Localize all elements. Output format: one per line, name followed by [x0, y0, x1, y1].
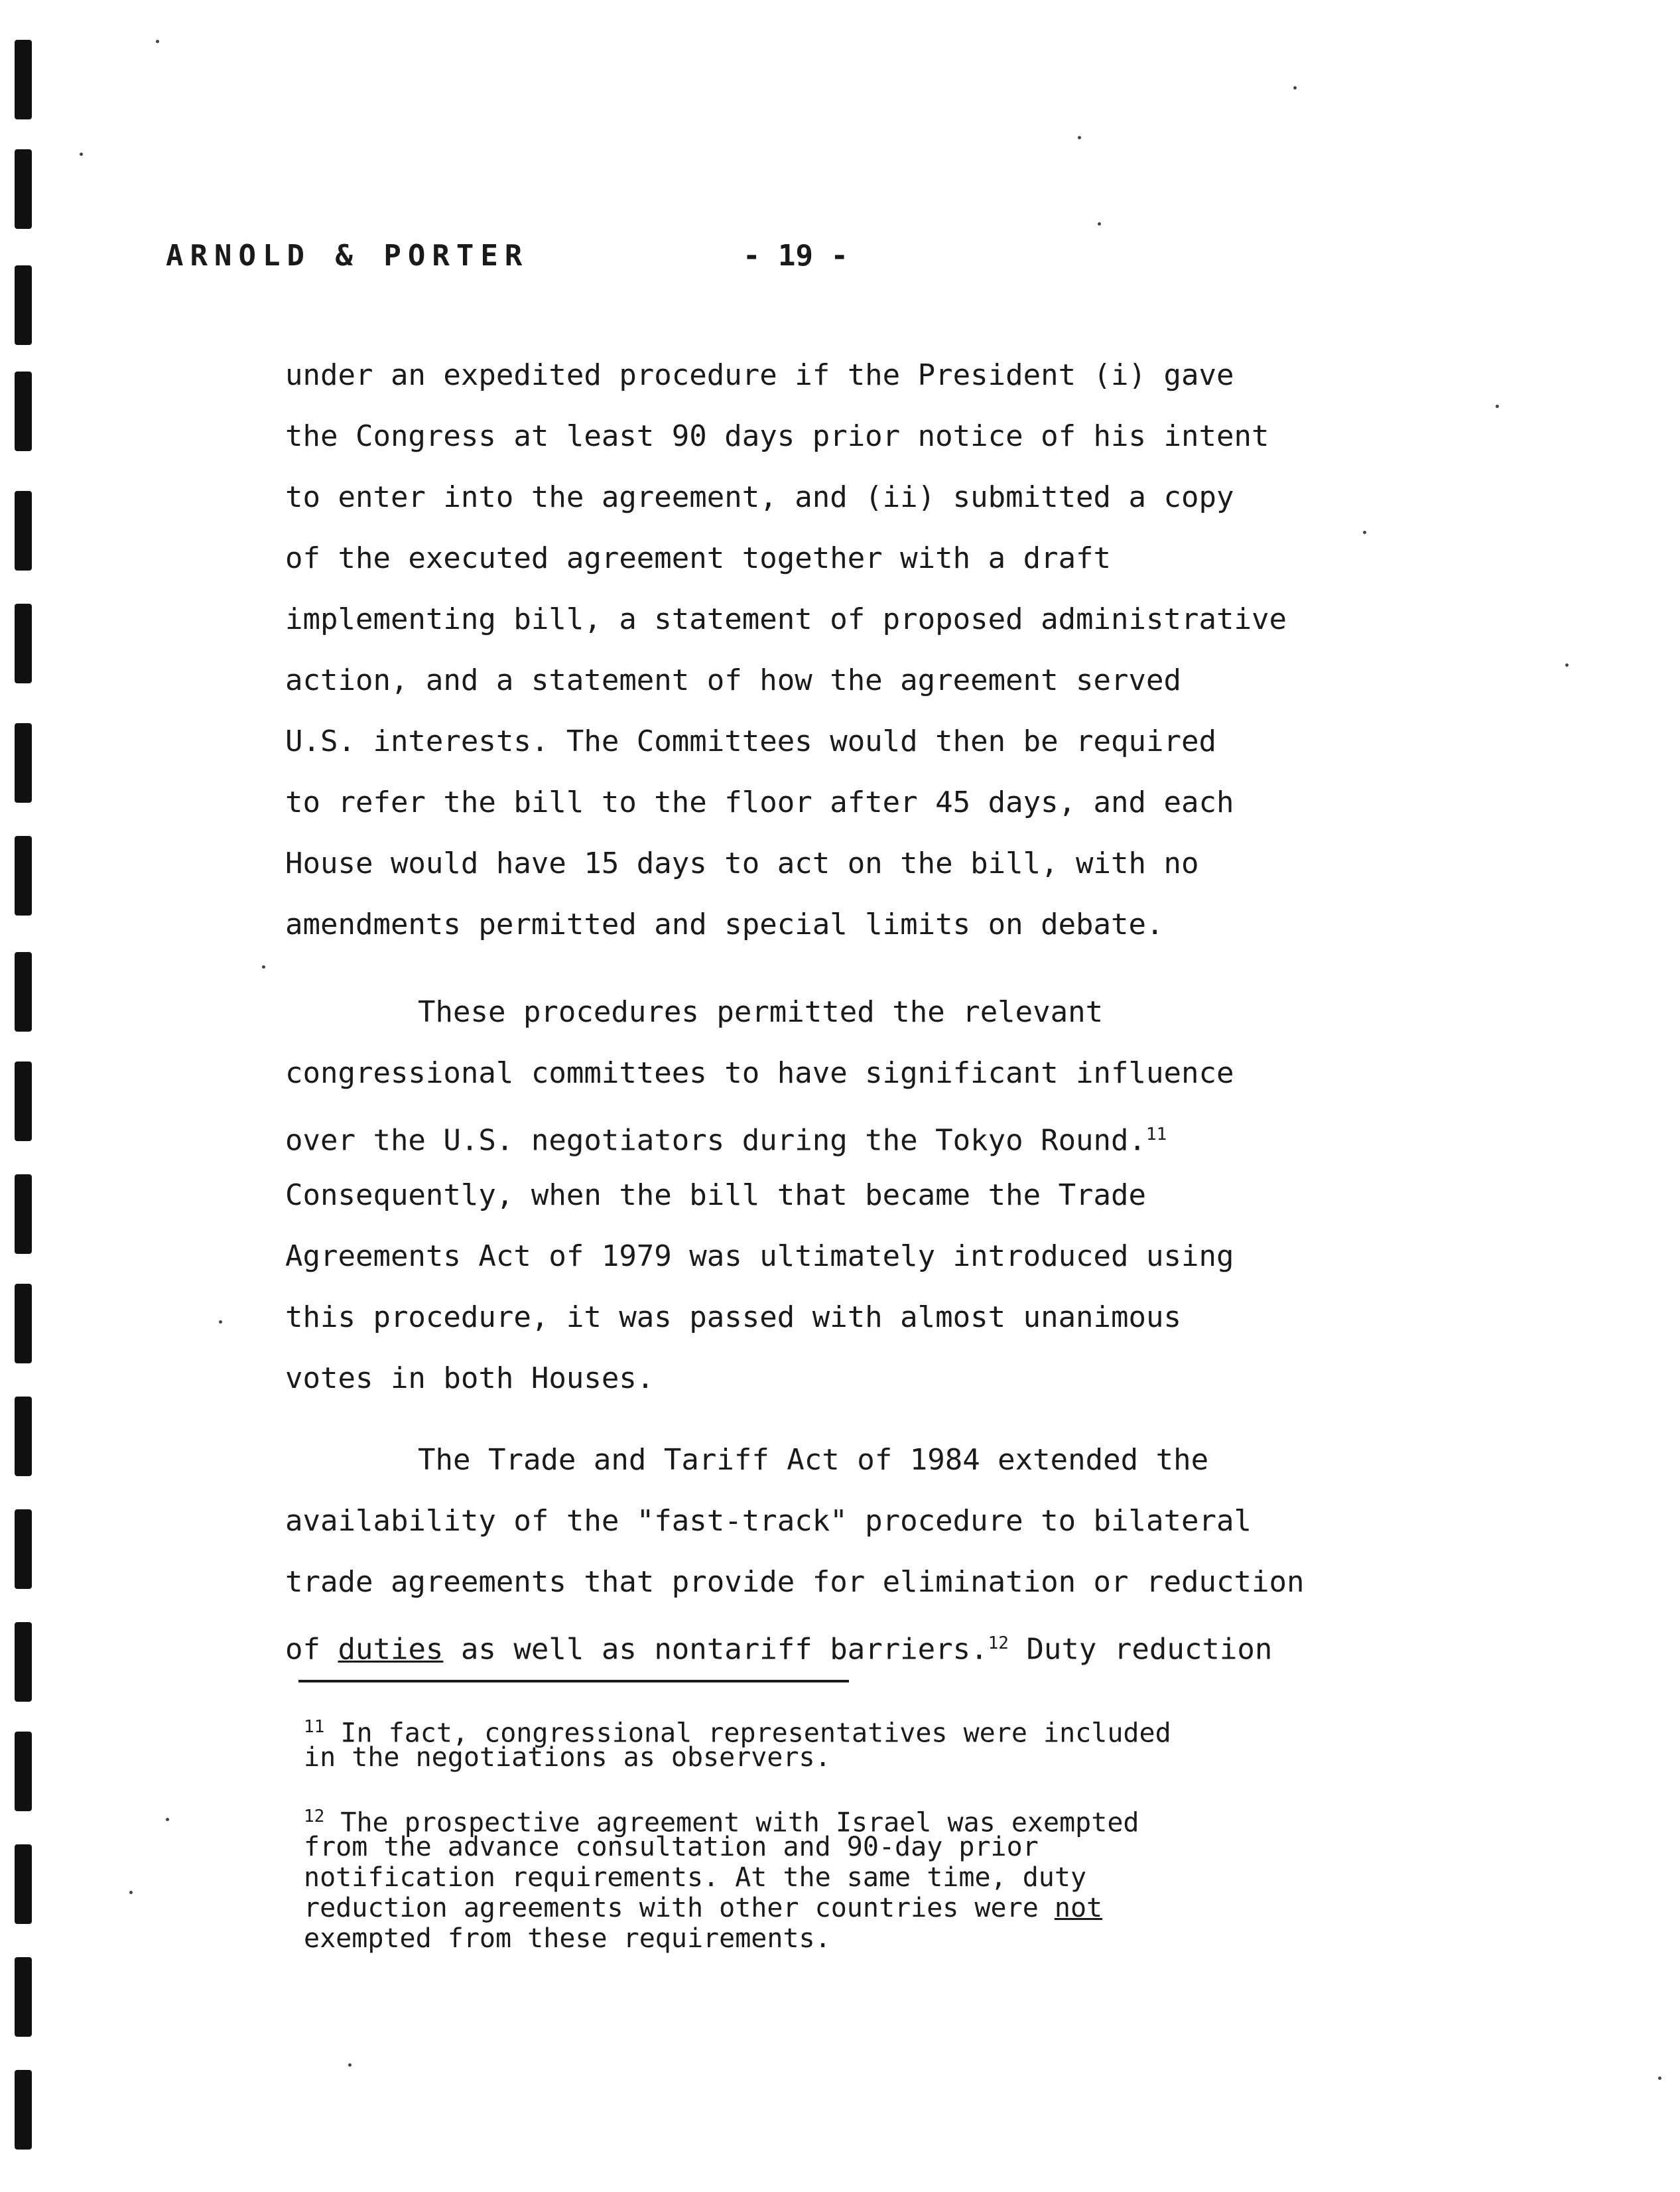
text-line: The Trade and Tariff Act of 1984 extended the: [418, 1443, 1209, 1477]
text-fragment: of: [285, 1632, 338, 1667]
binding-mark: [15, 1397, 32, 1476]
text-line: action, and a statement of how the agreement served: [285, 663, 1182, 697]
text-line: to refer the bill to the floor after 45 days, and each: [285, 786, 1234, 819]
underlined-word: not: [1054, 1893, 1103, 1923]
binding-mark: [15, 1957, 32, 2037]
footnote-line: in the negotiations as observers.: [304, 1742, 831, 1773]
footnote-line: [304, 1893, 1365, 1923]
text-fragment: reduction agreements with other countries were: [304, 1893, 1055, 1923]
binding-mark: [15, 1062, 32, 1141]
text-line: Agreements Act of 1979 was ultimately introduced using: [285, 1239, 1234, 1273]
text-fragment: The prospective agreement with Israel was exempted: [324, 1807, 1139, 1838]
binding-mark: [15, 836, 32, 916]
text-fragment: as well as nontariff barriers.: [443, 1632, 988, 1667]
scan-speck: [1496, 405, 1499, 408]
binding-mark: [15, 1844, 32, 1924]
binding-mark: [15, 491, 32, 571]
firm-header: ARNOLD & PORTER: [166, 239, 529, 273]
binding-mark: [15, 40, 32, 119]
footnote-ref-11[interactable]: 11: [1146, 1125, 1167, 1144]
binding-mark: [15, 2070, 32, 2150]
binding-mark: [15, 372, 32, 451]
binding-mark: [15, 952, 32, 1032]
scan-speck: [156, 40, 159, 43]
footnote-11: [304, 1712, 1365, 1773]
footnote-line: from the advance consultation and 90-day prior: [304, 1832, 1039, 1862]
text-line: trade agreements that provide for elimination or reduction: [285, 1565, 1305, 1599]
binding-mark: [15, 1622, 32, 1702]
scan-speck: [219, 1320, 222, 1324]
text-line: votes in both Houses.: [285, 1361, 655, 1395]
binding-mark: [15, 1732, 32, 1811]
underlined-word: duties: [338, 1632, 444, 1667]
binding-mark: [15, 723, 32, 803]
footnote-divider: [298, 1680, 849, 1682]
text-fragment: In fact, congressional representatives were included: [324, 1718, 1171, 1749]
text-line: Consequently, when the bill that became the Trade: [285, 1178, 1147, 1212]
scan-speck: [166, 1818, 169, 1821]
text-fragment: over the U.S. negotiators during the Tokyo Round.: [285, 1123, 1147, 1158]
text-line: congressional committees to have significant influence: [285, 1056, 1234, 1090]
footnote-line: [304, 1801, 1365, 1838]
text-line: of the executed agreement together with a draft: [285, 541, 1112, 575]
footnote-line: notification requirements. At the same time, duty: [304, 1862, 1087, 1893]
text-line: [285, 1613, 1373, 1674]
footnote-marker: 12: [304, 1807, 325, 1826]
footnote-line: exempted from these requirements.: [304, 1923, 831, 1954]
text-line: U.S. interests. The Committees would then be required: [285, 724, 1216, 758]
paragraph-1: [285, 345, 1373, 955]
binding-mark: [15, 1174, 32, 1254]
paragraph-3: [285, 1430, 1373, 1674]
scan-speck: [1658, 2077, 1661, 2080]
scan-speck: [1565, 663, 1569, 667]
scan-speck: [1293, 86, 1297, 90]
scan-speck: [129, 1891, 133, 1894]
text-line: [285, 1104, 1373, 1165]
text-line: this procedure, it was passed with almost unanimous: [285, 1300, 1182, 1334]
text-line: House would have 15 days to act on the bill, with no: [285, 847, 1199, 880]
text-line: to enter into the agreement, and (ii) submitted a copy: [285, 480, 1234, 514]
binding-mark: [15, 265, 32, 345]
binding-mark: [15, 1509, 32, 1589]
text-fragment: Duty reduction: [1008, 1632, 1273, 1667]
binding-mark: [15, 1284, 32, 1363]
scan-speck: [1098, 222, 1101, 226]
text-line: under an expedited procedure if the President (i) gave: [285, 358, 1234, 392]
scan-speck: [262, 965, 265, 969]
paragraph-2: [285, 982, 1373, 1409]
text-line: availability of the "fast-track" procedure to bilateral: [285, 1504, 1252, 1538]
binding-mark: [15, 604, 32, 683]
footnote-line: [304, 1712, 1365, 1749]
text-line: These procedures permitted the relevant: [418, 995, 1104, 1029]
text-line: the Congress at least 90 days prior notice of his intent: [285, 419, 1269, 453]
footnote-ref-12[interactable]: 12: [988, 1633, 1009, 1653]
text-line: implementing bill, a statement of proposed administrative: [285, 602, 1287, 636]
text-line: amendments permitted and special limits on debate.: [285, 908, 1164, 941]
page-number: - 19 -: [743, 239, 848, 273]
binding-mark: [15, 149, 32, 229]
footnote-12: [304, 1801, 1365, 1954]
scan-speck: [348, 2063, 352, 2067]
footnote-marker: 11: [304, 1717, 325, 1737]
scan-speck: [1078, 136, 1081, 139]
scan-speck: [80, 153, 83, 156]
